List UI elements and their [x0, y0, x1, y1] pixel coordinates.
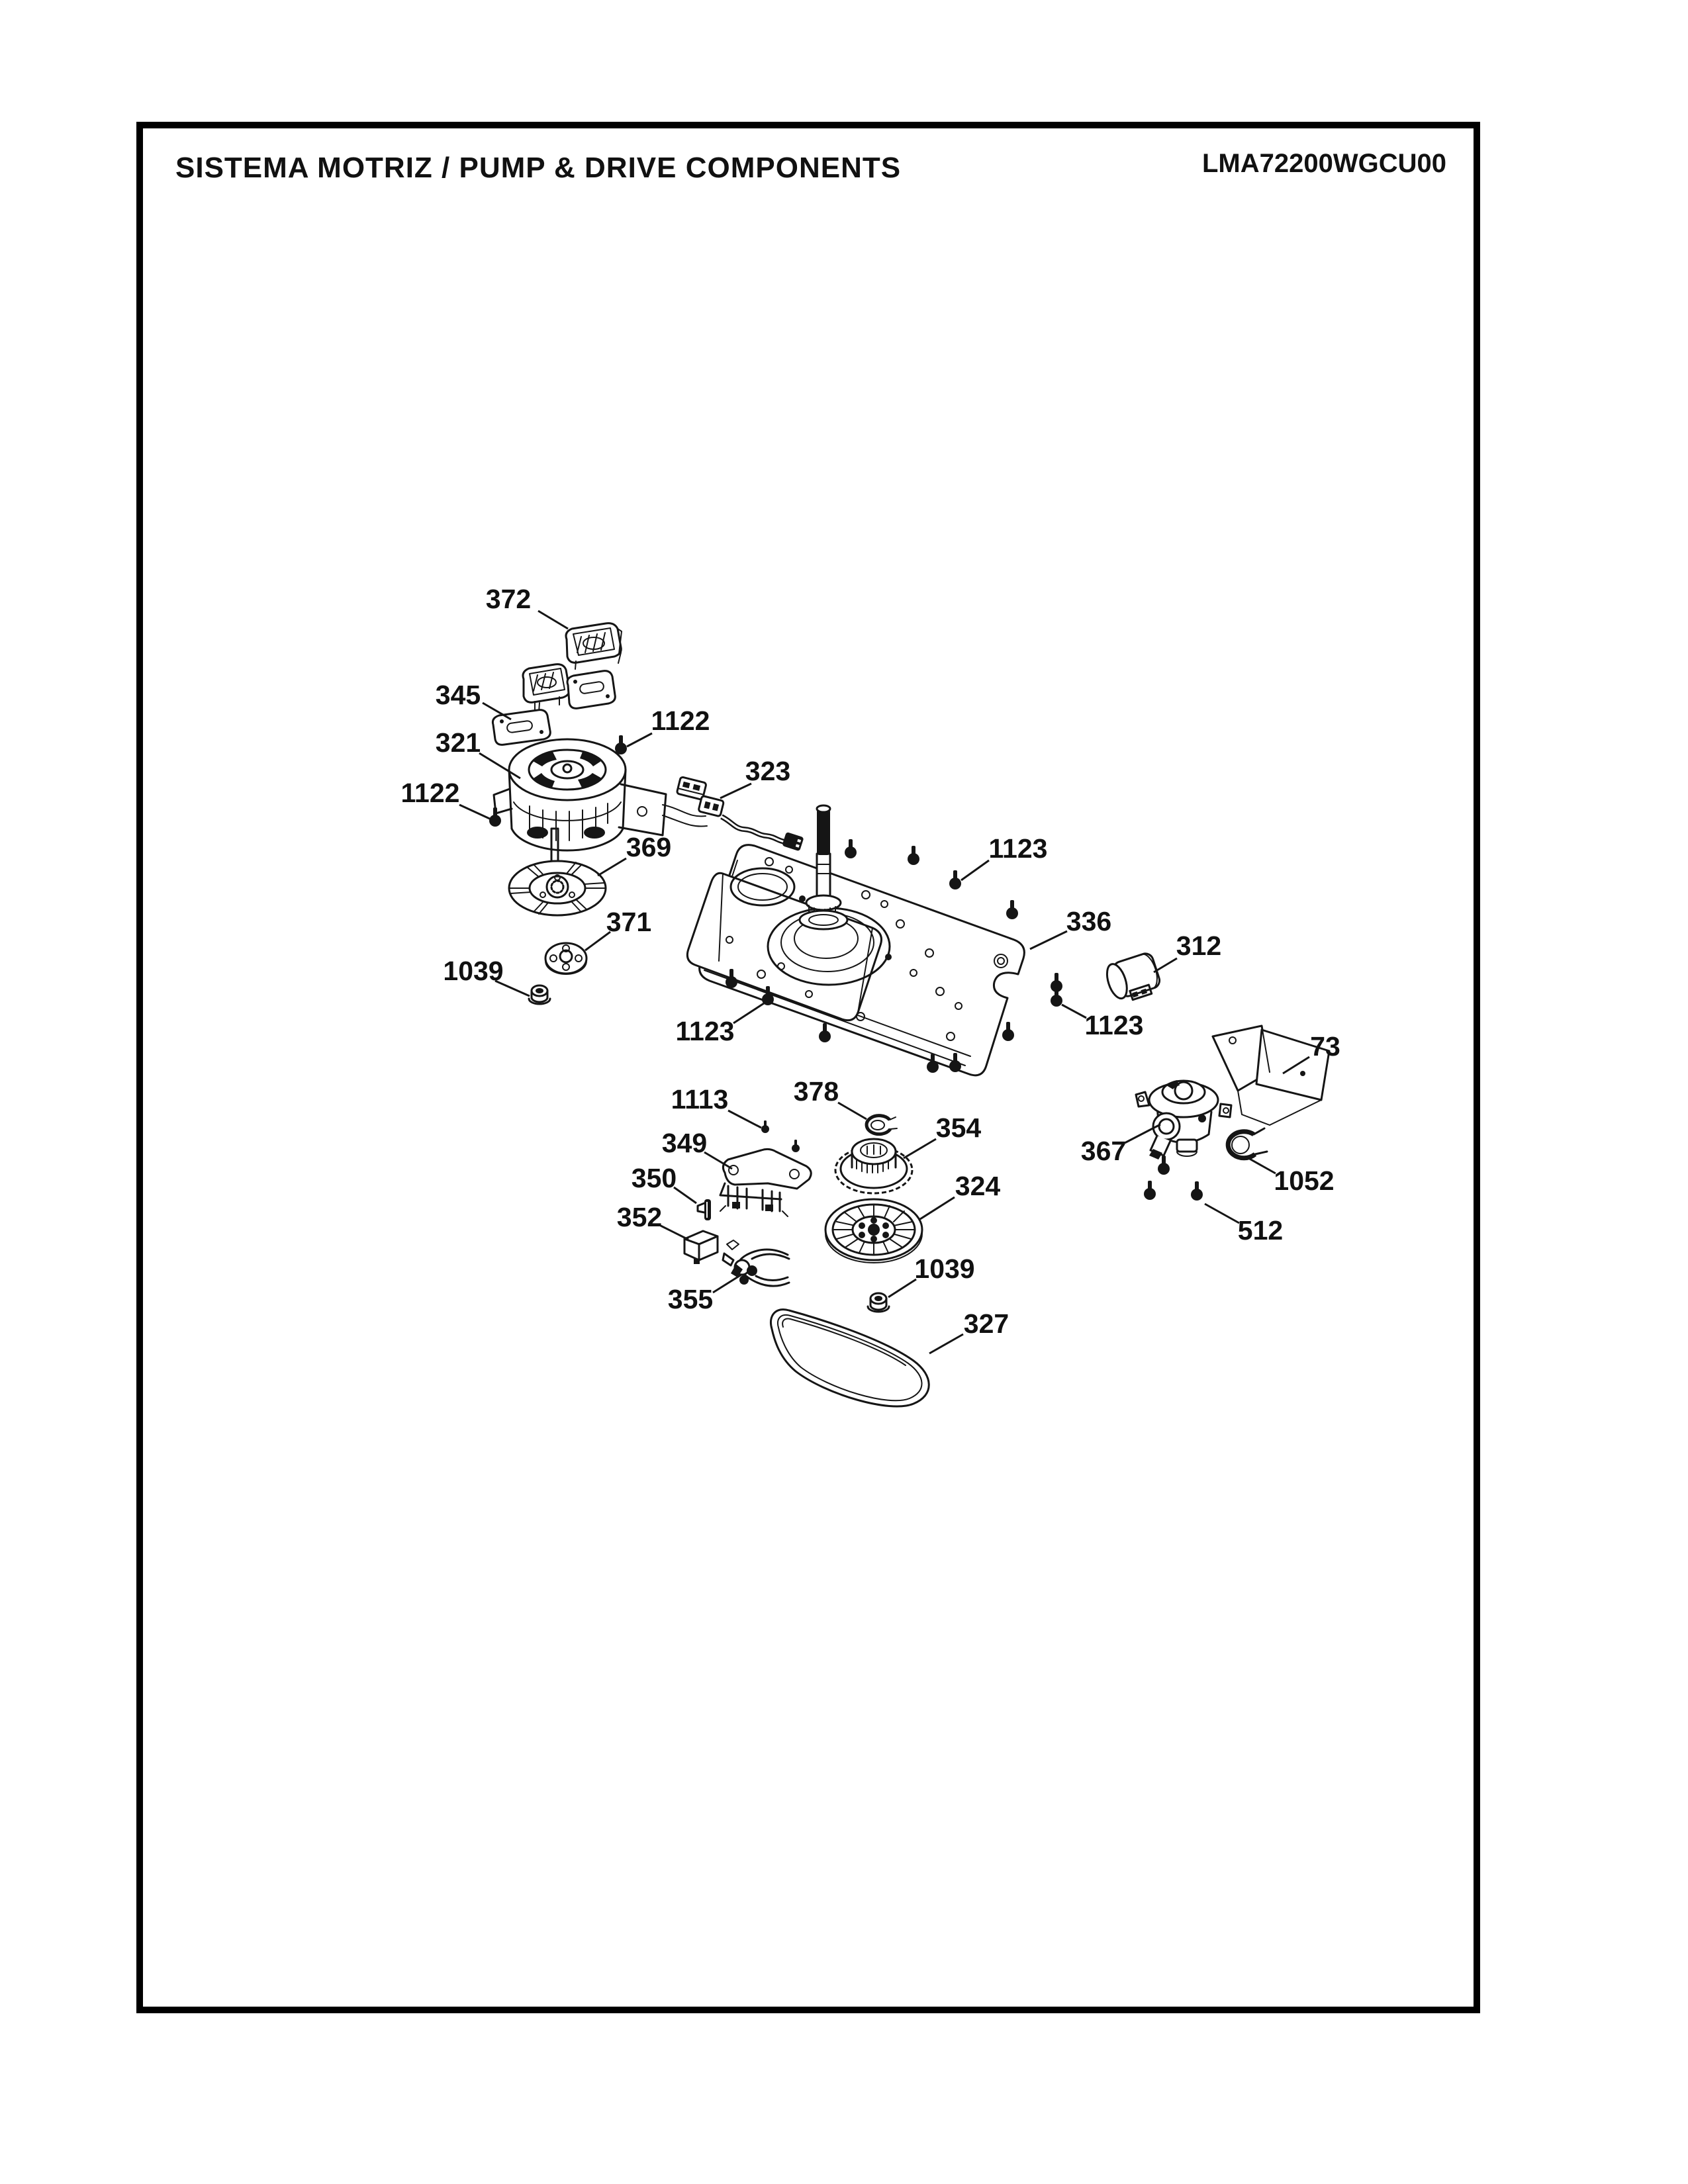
leader-line [920, 1197, 955, 1219]
part-number-label: 1123 [1084, 1009, 1144, 1040]
leader-line [838, 1103, 867, 1119]
part-number-label: 349 [661, 1127, 708, 1158]
leader-line [1205, 1204, 1239, 1223]
screw-icon [949, 870, 961, 889]
leader-line [661, 1226, 688, 1240]
part-number-label: 1123 [675, 1015, 735, 1046]
part-321-drive-motor [494, 739, 707, 882]
part-324-driven-pulley [825, 1199, 922, 1263]
part-number-label: 1123 [988, 833, 1048, 864]
screw-icon [1191, 1181, 1203, 1201]
model-number: LMA72200WGCU00 [1201, 149, 1446, 178]
part-372-damper-bracket [566, 623, 622, 669]
part-number-label: 369 [626, 831, 672, 862]
part-number-label: 327 [963, 1308, 1009, 1339]
leader-line [929, 1334, 963, 1353]
leader-line [598, 858, 626, 876]
screw-icon [908, 846, 919, 865]
leader-line [733, 1003, 764, 1023]
part-number-label: 352 [616, 1201, 663, 1232]
leader-line [1248, 1158, 1276, 1173]
leader-line [888, 1279, 916, 1297]
part-number-label: 1052 [1274, 1165, 1335, 1196]
part-number-label: 345 [435, 679, 481, 710]
part-number-label: 371 [606, 906, 652, 937]
part-number-label: 367 [1080, 1135, 1127, 1166]
part-354-clutch-gear [835, 1139, 912, 1193]
part-number-label: 350 [631, 1162, 677, 1193]
part-327-drive-belt [771, 1310, 929, 1406]
part-350-pin [698, 1199, 711, 1220]
part-345-pad-plate-lower [492, 710, 550, 745]
part-number-label: 1039 [914, 1253, 975, 1284]
part-367-drain-pump [1136, 1080, 1231, 1160]
nut-icon [529, 985, 550, 1004]
small-screw-icon [761, 1120, 769, 1133]
part-1052-hose-clamp [1228, 1128, 1267, 1158]
part-372-damper-bracket-lower [523, 664, 569, 712]
part-number-label: 512 [1237, 1214, 1284, 1246]
part-312-capacitor [1103, 952, 1163, 1005]
part-369-fan-rotor [509, 861, 606, 915]
small-screw-icon [792, 1140, 800, 1152]
nut-icon [868, 1293, 889, 1312]
part-number-label: 1122 [400, 777, 460, 808]
part-number-label: 323 [745, 755, 791, 786]
part-number-label: 336 [1066, 905, 1112, 936]
leader-line [538, 611, 568, 629]
leader-line [459, 805, 492, 820]
leader-line [904, 1139, 936, 1158]
part-349-shifter-assembly [720, 1149, 811, 1216]
part-number-label: 321 [435, 727, 481, 758]
page-title: SISTEMA MOTRIZ / PUMP & DRIVE COMPONENTS [175, 152, 902, 184]
part-352-switch [684, 1231, 718, 1264]
part-number-label: 1039 [443, 955, 504, 986]
leader-line [674, 1187, 696, 1203]
part-number-label: 355 [667, 1283, 714, 1314]
part-number-label: 73 [1310, 1030, 1340, 1062]
leader-line [961, 860, 989, 880]
part-number-label: 354 [935, 1112, 982, 1143]
screw-icon [1006, 900, 1018, 919]
part-number-label: 324 [955, 1170, 1001, 1201]
part-number-label: 1113 [671, 1083, 729, 1115]
leader-line [627, 733, 652, 747]
screw-icon [489, 807, 501, 827]
part-345-pad-plate-upper [567, 671, 615, 709]
screw-icon [1144, 1181, 1156, 1200]
leader-line [728, 1111, 761, 1128]
screw-icon [1158, 1156, 1170, 1175]
part-number-label: 378 [793, 1075, 839, 1107]
screw-icon [845, 839, 857, 858]
part-371-motor-pulley [545, 943, 586, 974]
part-378-snap-ring [867, 1116, 897, 1134]
part-number-label: 372 [485, 583, 532, 614]
part-number-label: 1122 [651, 705, 710, 736]
leader-line [713, 1275, 741, 1293]
part-336-platform-plate [687, 805, 1024, 1075]
screw-icon [615, 735, 627, 754]
leader-line [1062, 1005, 1086, 1018]
screw-icon [1002, 1022, 1014, 1041]
part-number-label: 312 [1176, 930, 1222, 961]
leader-line [1030, 931, 1067, 949]
leader-line [1154, 958, 1177, 972]
screw-icon [819, 1023, 831, 1042]
